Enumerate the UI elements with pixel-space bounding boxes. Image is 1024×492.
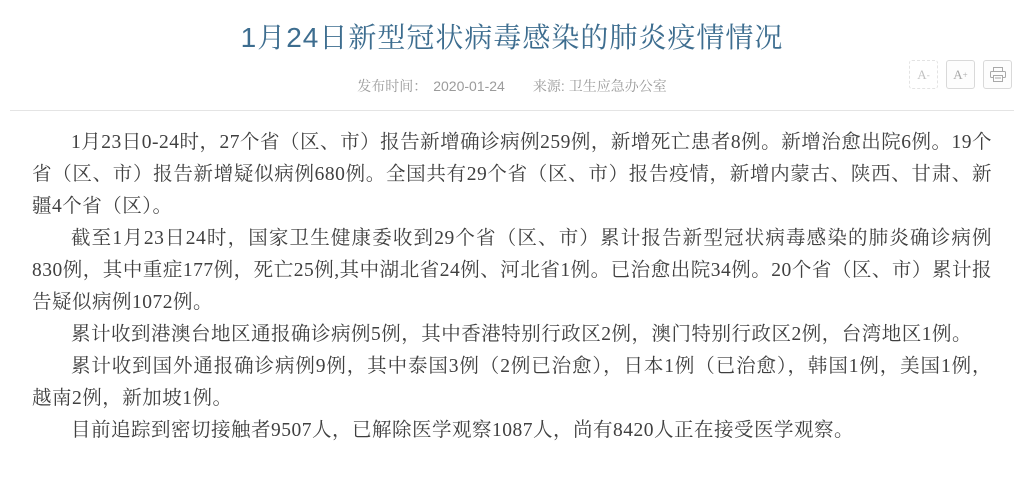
publish-time-label: 发布时间： xyxy=(357,78,428,94)
source-value: 卫生应急办公室 xyxy=(568,78,667,94)
toolbar xyxy=(909,60,1012,89)
article-paragraph: 累计收到国外通报确诊病例9例，其中泰国3例（2例已治愈），日本1例（已治愈），韩国1例，美国1例，越南2例，新加坡1例。 xyxy=(32,356,992,409)
article-paragraph: 截至1月23日24时，国家卫生健康委收到29个省（区、市）累计报告新型冠状病毒感染的肺炎确诊病例830例，其中重症177例，死亡25例,其中湖北省24例、河北省1例。已治愈出院34例。20个省（区、市）累计报告疑似病例1072例。 xyxy=(32,228,992,313)
article-paragraph: 累计收到港澳台地区通报确诊病例5例，其中香港特别行政区2例，澳门特别行政区2例，台湾地区1例。 xyxy=(71,324,973,345)
article-paragraph: 目前追踪到密切接触者9507人，已解除医学观察1087人，尚有8420人正在接受医学观察。 xyxy=(71,420,855,441)
font-decrease-label: A xyxy=(917,66,927,82)
source-label: 来源: xyxy=(532,78,565,94)
font-decrease-button[interactable]: A - xyxy=(909,60,938,89)
page-title: 1月24日新型冠状病毒感染的肺炎疫情情况 xyxy=(240,22,784,53)
printer-icon xyxy=(990,67,1006,82)
print-button[interactable] xyxy=(983,60,1012,89)
publish-date: 2020-01-24 xyxy=(433,78,505,94)
font-increase-button[interactable]: A + xyxy=(946,60,975,89)
article-paragraph: 1月23日0-24时，27个省（区、市）报告新增确诊病例259例，新增死亡患者8例。新增治愈出院6例。19个省（区、市）报告新增疑似病例680例。全国共有29个省（区、市）报告疫情，新增内蒙古、陕西、甘肃、新疆4个省（区）。 xyxy=(32,132,992,217)
meta-row xyxy=(0,76,1024,96)
font-increase-label: A xyxy=(953,66,963,82)
article-header xyxy=(0,0,1024,96)
article-body xyxy=(0,111,1024,447)
